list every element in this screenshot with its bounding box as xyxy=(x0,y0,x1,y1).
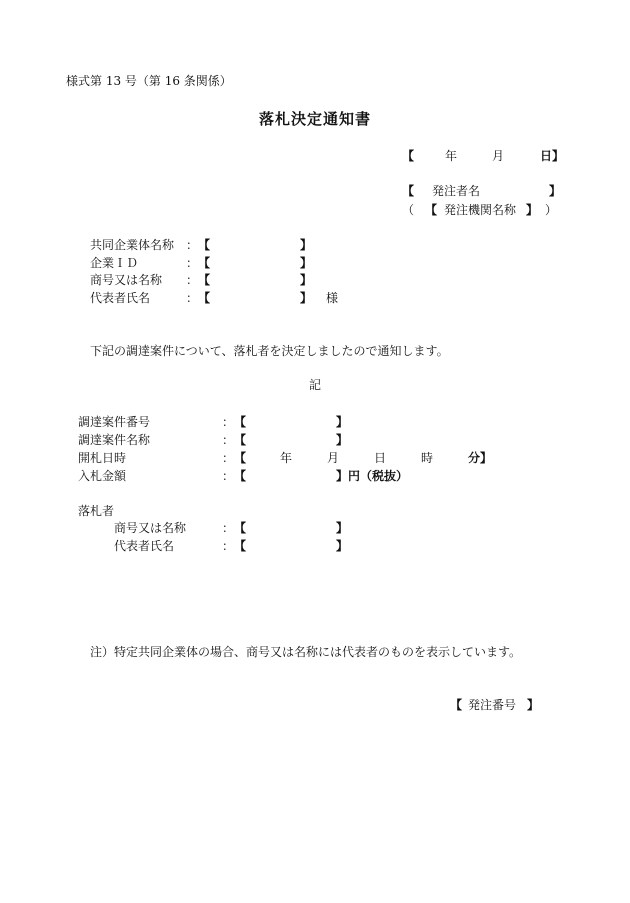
footnote: 注）特定共同企業体の場合、商号又は名称には代表者のものを表示しています。 xyxy=(90,645,522,659)
detail-colon: ： xyxy=(222,451,235,465)
recipient-close-bracket: 】 xyxy=(300,273,313,287)
detail-colon: ： xyxy=(222,469,235,483)
detail-colon: ： xyxy=(222,415,235,429)
bid-amount-close: 】円（税抜） xyxy=(336,469,409,483)
detail-row xyxy=(0,450,630,466)
recipient-open-bracket: 【 xyxy=(198,291,211,305)
recipient-row xyxy=(0,272,630,288)
detail-open-bracket: 【 xyxy=(234,415,247,429)
recipient-colon: ： xyxy=(186,273,199,287)
opening-day: 日 xyxy=(374,451,387,465)
order-number-label: 発注番号 xyxy=(468,698,517,712)
honorific-sama: 様 xyxy=(326,291,339,305)
recipient-open-bracket: 【 xyxy=(198,256,211,270)
winner-row xyxy=(0,520,630,536)
orderer-name-line xyxy=(0,183,630,199)
detail-close-bracket: 】 xyxy=(336,433,349,447)
recipient-colon: ： xyxy=(186,291,199,305)
winner-open-bracket: 【 xyxy=(234,539,247,553)
opening-month: 月 xyxy=(327,451,340,465)
orderer-close-bracket: 】 xyxy=(549,184,562,198)
winner-close-bracket: 】 xyxy=(336,539,349,553)
opening-minute: 分】 xyxy=(468,451,493,465)
recipient-label: 代表者氏名 xyxy=(90,291,151,305)
date-line xyxy=(0,148,630,164)
recipient-open-bracket: 【 xyxy=(198,238,211,252)
winner-colon: ： xyxy=(222,539,235,553)
recipient-close-bracket: 】 xyxy=(300,256,313,270)
detail-row xyxy=(0,432,630,448)
recipient-close-bracket: 】 xyxy=(300,238,313,252)
order-number-line xyxy=(0,697,630,713)
date-day: 日】 xyxy=(540,149,565,163)
detail-label: 調達案件番号 xyxy=(78,415,151,429)
agency-open-bracket: 【 xyxy=(425,203,438,217)
detail-label: 入札金額 xyxy=(78,469,127,483)
order-number-open-bracket: 【 xyxy=(450,698,463,712)
date-month: 月 xyxy=(492,149,505,163)
recipient-row xyxy=(0,237,630,253)
detail-row xyxy=(0,468,630,484)
winner-close-bracket: 】 xyxy=(336,521,349,535)
detail-label: 開札日時 xyxy=(78,451,127,465)
recipient-open-bracket: 【 xyxy=(198,273,211,287)
ki-heading: 記 xyxy=(308,378,321,392)
agency-paren-close: ） xyxy=(545,203,558,217)
orderer-name-label: 発注者名 xyxy=(432,184,481,198)
recipient-label: 商号又は名称 xyxy=(90,273,163,287)
winner-label: 代表者氏名 xyxy=(114,539,175,553)
date-open-bracket: 【 xyxy=(402,149,415,163)
orderer-open-bracket: 【 xyxy=(402,184,415,198)
winner-row xyxy=(0,538,630,554)
recipient-colon: ： xyxy=(186,256,199,270)
page-title: 落札決定通知書 xyxy=(258,110,371,128)
winner-open-bracket: 【 xyxy=(234,521,247,535)
agency-name-label: 発注機関名称 xyxy=(444,203,517,217)
recipient-row xyxy=(0,255,630,271)
agency-close-bracket: 】 xyxy=(526,203,539,217)
opening-year: 年 xyxy=(280,451,293,465)
detail-label: 調達案件名称 xyxy=(78,433,151,447)
detail-colon: ： xyxy=(222,433,235,447)
detail-row xyxy=(0,414,630,430)
agency-paren-open: （ xyxy=(402,203,415,217)
winner-heading: 落札者 xyxy=(78,504,115,518)
orderer-agency-line xyxy=(0,202,630,218)
recipient-label: 共同企業体名称 xyxy=(90,238,175,252)
winner-colon: ： xyxy=(222,521,235,535)
recipient-close-bracket: 】 xyxy=(300,291,313,305)
recipient-row xyxy=(0,290,630,306)
notice-body-text: 下記の調達案件について、落札者を決定しましたので通知します。 xyxy=(90,344,449,358)
recipient-label: 企業ＩＤ xyxy=(90,256,139,270)
detail-close-bracket: 】 xyxy=(336,415,349,429)
recipient-colon: ： xyxy=(186,238,199,252)
order-number-close-bracket: 】 xyxy=(527,698,540,712)
opening-hour: 時 xyxy=(421,451,434,465)
detail-open-bracket: 【 xyxy=(234,433,247,447)
detail-open-bracket: 【 xyxy=(234,469,247,483)
detail-open-bracket: 【 xyxy=(234,451,247,465)
date-year: 年 xyxy=(445,149,458,163)
form-number: 様式第 13 号（第 16 条関係） xyxy=(66,74,232,88)
winner-label: 商号又は名称 xyxy=(114,521,187,535)
